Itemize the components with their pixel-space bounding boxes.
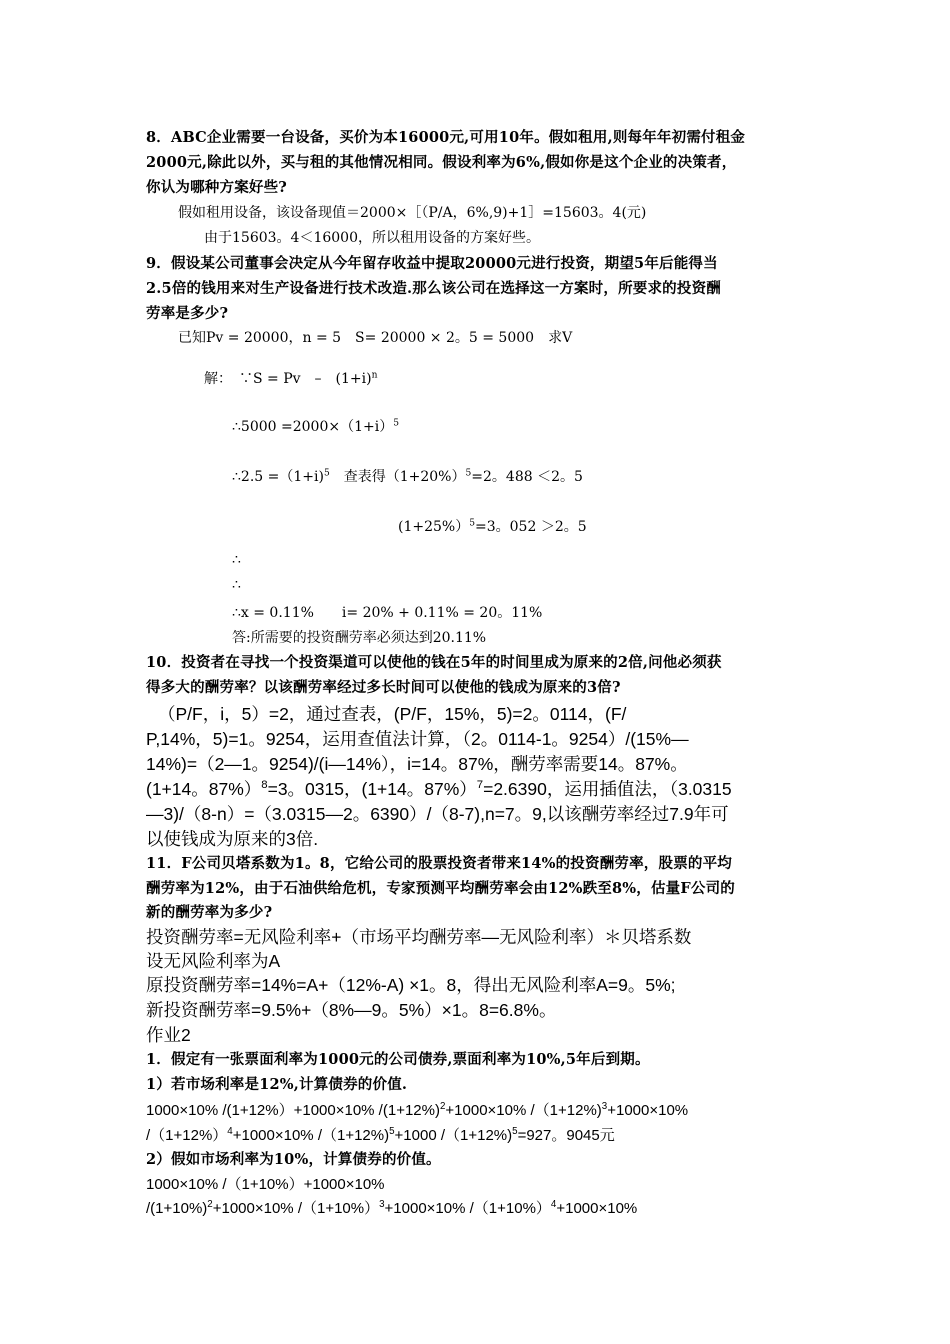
q10-body-5: —3)/（8-n）=（3.0315—2。6390）/（8-7),n=7。9,以该酬劳率经过7.9年可 bbox=[146, 804, 729, 824]
hw2-part-2-line-1: 1000×10% /（1+10%）+1000×10% bbox=[146, 1176, 385, 1193]
q11-line-3: 新的酬劳率为多少? bbox=[146, 904, 273, 921]
q9-line-3: 劳率是多少? bbox=[146, 305, 229, 322]
q9-known: 已知Pv = 20000，n = 5 S= 20000 × 2。5 = 5000 求V bbox=[178, 330, 573, 346]
q8-answer-2: 由于15603。4＜16000，所以租用设备的方案好些。 bbox=[204, 230, 540, 246]
q8-line-3: 你认为哪种方案好些? bbox=[146, 179, 287, 196]
q11-body-2: 设无风险利率为A bbox=[146, 951, 281, 971]
q9-answer: 答:所需要的投资酬劳率必须达到20.11% bbox=[232, 630, 487, 646]
q9-step-3: (1+25%）$^5$=3。052 ＞2。5 bbox=[398, 518, 587, 535]
q8-line-1: 8．ABC企业需要一台设备，买价为本16000元,可用10年。假如租用,则每年年初需付租金 bbox=[146, 129, 746, 146]
q9-step-2: ∴2.5 =（1+i)$^5$ 查表得$(1+20\%)^5=2$。488 ＜2。5 bbox=[232, 468, 583, 485]
q10-line-2: 得多大的酬劳率？以该酬劳率经过多长时间可以使他的钱成为原来的3倍? bbox=[146, 679, 621, 696]
q10-body-4: (1+14。87%）$^8$=3。0315，(1+14。87%）$^7$=2.6390，运用插值法，（3.0315 bbox=[146, 779, 732, 799]
hw2-part-1-title: 1）若市场利率是12%,计算债券的价值. bbox=[146, 1076, 408, 1093]
q9-step-1: ∴5000 $=2000\times(1+i)^5$ bbox=[232, 418, 399, 435]
hw2-part-1-line-2: $/(1+12\%)^4+1000\times 10\%$ /（1+12%)$^5$+1000 /（1+12%)$^5$=927。9045元 bbox=[146, 1126, 615, 1144]
q10-line-1: 10．投资者在寻找一个投资渠道可以使他的钱在5年的时间里成为原来的2倍,问他必须获 bbox=[146, 654, 722, 671]
q10-body-2: P,14%，5)=1。9254，运用查值法计算，（2。0114-1。9254）/(15%— bbox=[146, 729, 689, 749]
q11-line-2: 酬劳率为12%，由于石油供给危机，专家预测平均酬劳率会由12%跌至8%，估量F公司的 bbox=[146, 880, 735, 897]
q11-body-3: 原投资酬劳率=14%=A+（12%-A) ×1。8，得出无风险利率A=9。5%; bbox=[146, 975, 676, 995]
q11-line-1: 11．F公司贝塔系数为1。8，它给公司的股票投资者带来14%的投资酬劳率，股票的平均 bbox=[146, 855, 733, 872]
hw2-part-1-line-1: 1000×10% /(1+12%）+1000×10% $/(1+12\%)^2+1000\times 10\%$ /（1+12%)$^3$+1000×10% bbox=[146, 1101, 689, 1119]
q8-answer-1: 假如租用设备，该设备现值＝2000×［（P/A，6%,9)+1］=15603。4(元) bbox=[178, 205, 647, 221]
q10-body-6: 以使钱成为原来的3倍. bbox=[146, 829, 319, 849]
hw2-part-2-line-2: $/(1+10\%)^2+1000\times 10\%$ $/(1+10\%)^3+1000\times 10\%$ $/(1+10\%)^4+1000\times 10\%$ bbox=[146, 1199, 638, 1217]
q9-therefore-3: ∴x = 0.11% i= 20% + 0.11% = 20。11% bbox=[232, 605, 543, 621]
q9-line-2: 2.5倍的钱用来对生产设备进行技术改造.那么该公司在选择这一方案时，所要求的投资酬 bbox=[146, 280, 721, 297]
q11-body-4: 新投资酬劳率=9.5%+（8%—9。5%）×1。8=6.8%。 bbox=[146, 1000, 557, 1020]
hw2-question-1: 1．假定有一张票面利率为1000元的公司债券,票面利率为10%,5年后到期。 bbox=[146, 1051, 650, 1068]
q9-line-1: 9．假设某公司董事会决定从今年留存收益中提取20000元进行投资，期望5年后能得当 bbox=[146, 255, 718, 272]
q9-therefore-2: ∴ bbox=[232, 577, 241, 593]
q10-body-3: 14%)=（2—1。9254)/(i—14%），i=14。87%，酬劳率需要14。87%。 bbox=[146, 754, 688, 774]
q10-body-1: （P/F，i，5）=2，通过查表，(P/F，15%，5)=2。0114，(F/ bbox=[158, 704, 627, 724]
hw2-part-2-title: 2）假如市场利率为10%，计算债券的价值。 bbox=[146, 1151, 441, 1168]
q9-solution: 解： ∵S = Pv – $(1+i)^n$ bbox=[204, 370, 378, 387]
q11-body-1: 投资酬劳率=无风险利率+（市场平均酬劳率—无风险利率）＊贝塔系数 bbox=[146, 927, 692, 947]
hw2-title: 作业2 bbox=[146, 1025, 191, 1045]
q8-line-2: 2000元,除此以外，买与租的其他情况相同。假设利率为6%,假如你是这个企业的决策者， bbox=[146, 154, 737, 171]
q9-therefore-1: ∴ bbox=[232, 552, 241, 568]
